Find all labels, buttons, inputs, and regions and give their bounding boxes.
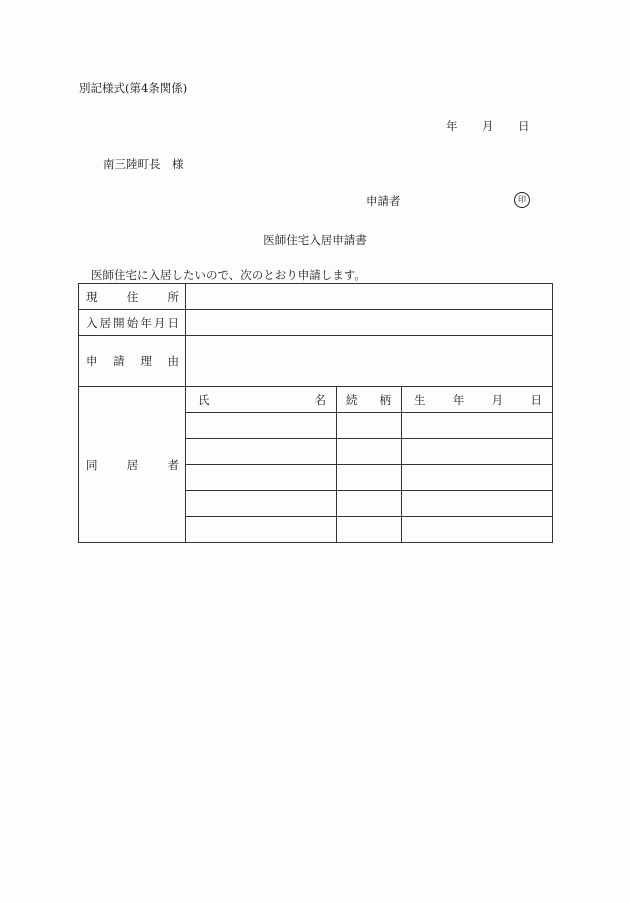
cohabitant-name-cell[interactable] (186, 465, 337, 491)
cohabitant-name-cell[interactable] (186, 491, 337, 517)
cohabitant-relation-cell[interactable] (337, 413, 402, 439)
document-title: 医師住宅入居申請書 (263, 233, 367, 247)
cohabitant-relation-header: 続 柄 (337, 387, 402, 413)
cohabitant-name-cell[interactable] (186, 413, 337, 439)
cohabitant-birth-cell[interactable] (402, 491, 553, 517)
date-line (446, 119, 530, 133)
cohabitant-birth-header: 生 年 月 日 (402, 387, 553, 413)
cohabitant-name-cell[interactable] (186, 517, 337, 543)
cohabitant-name-cell[interactable] (186, 439, 337, 465)
current-address-field[interactable] (186, 284, 553, 310)
cohabitant-name-header: 氏 名 (186, 387, 337, 413)
date-day: 日 (518, 119, 530, 133)
addressee: 南三陸町長 様 (103, 157, 184, 171)
cohabitants-label: 同 居 者 (79, 387, 186, 543)
cohabitant-relation-cell[interactable] (337, 491, 402, 517)
cohabitant-birth-cell[interactable] (402, 439, 553, 465)
cohabitant-birth-cell[interactable] (402, 413, 553, 439)
form-style-label: 別記様式(第4条関係) (79, 81, 188, 95)
applicant-label: 申請者 (366, 194, 401, 208)
move-in-date-field[interactable] (186, 310, 553, 336)
reason-label: 申 請 理 由 (79, 336, 186, 387)
move-in-date-label: 入 居 開 始 年 月 日 (79, 310, 186, 336)
cohabitant-birth-cell[interactable] (402, 465, 553, 491)
date-month: 月 (482, 119, 494, 133)
current-address-label: 現 住 所 (79, 284, 186, 310)
intro-text: 医師住宅に入居したいので、次のとおり申請します。 (91, 268, 366, 282)
reason-field[interactable] (186, 336, 553, 387)
seal-mark: 印 (514, 192, 530, 208)
date-year: 年 (446, 119, 458, 133)
application-form-table (78, 283, 553, 543)
cohabitant-relation-cell[interactable] (337, 439, 402, 465)
cohabitant-birth-cell[interactable] (402, 517, 553, 543)
cohabitant-relation-cell[interactable] (337, 465, 402, 491)
cohabitant-relation-cell[interactable] (337, 517, 402, 543)
